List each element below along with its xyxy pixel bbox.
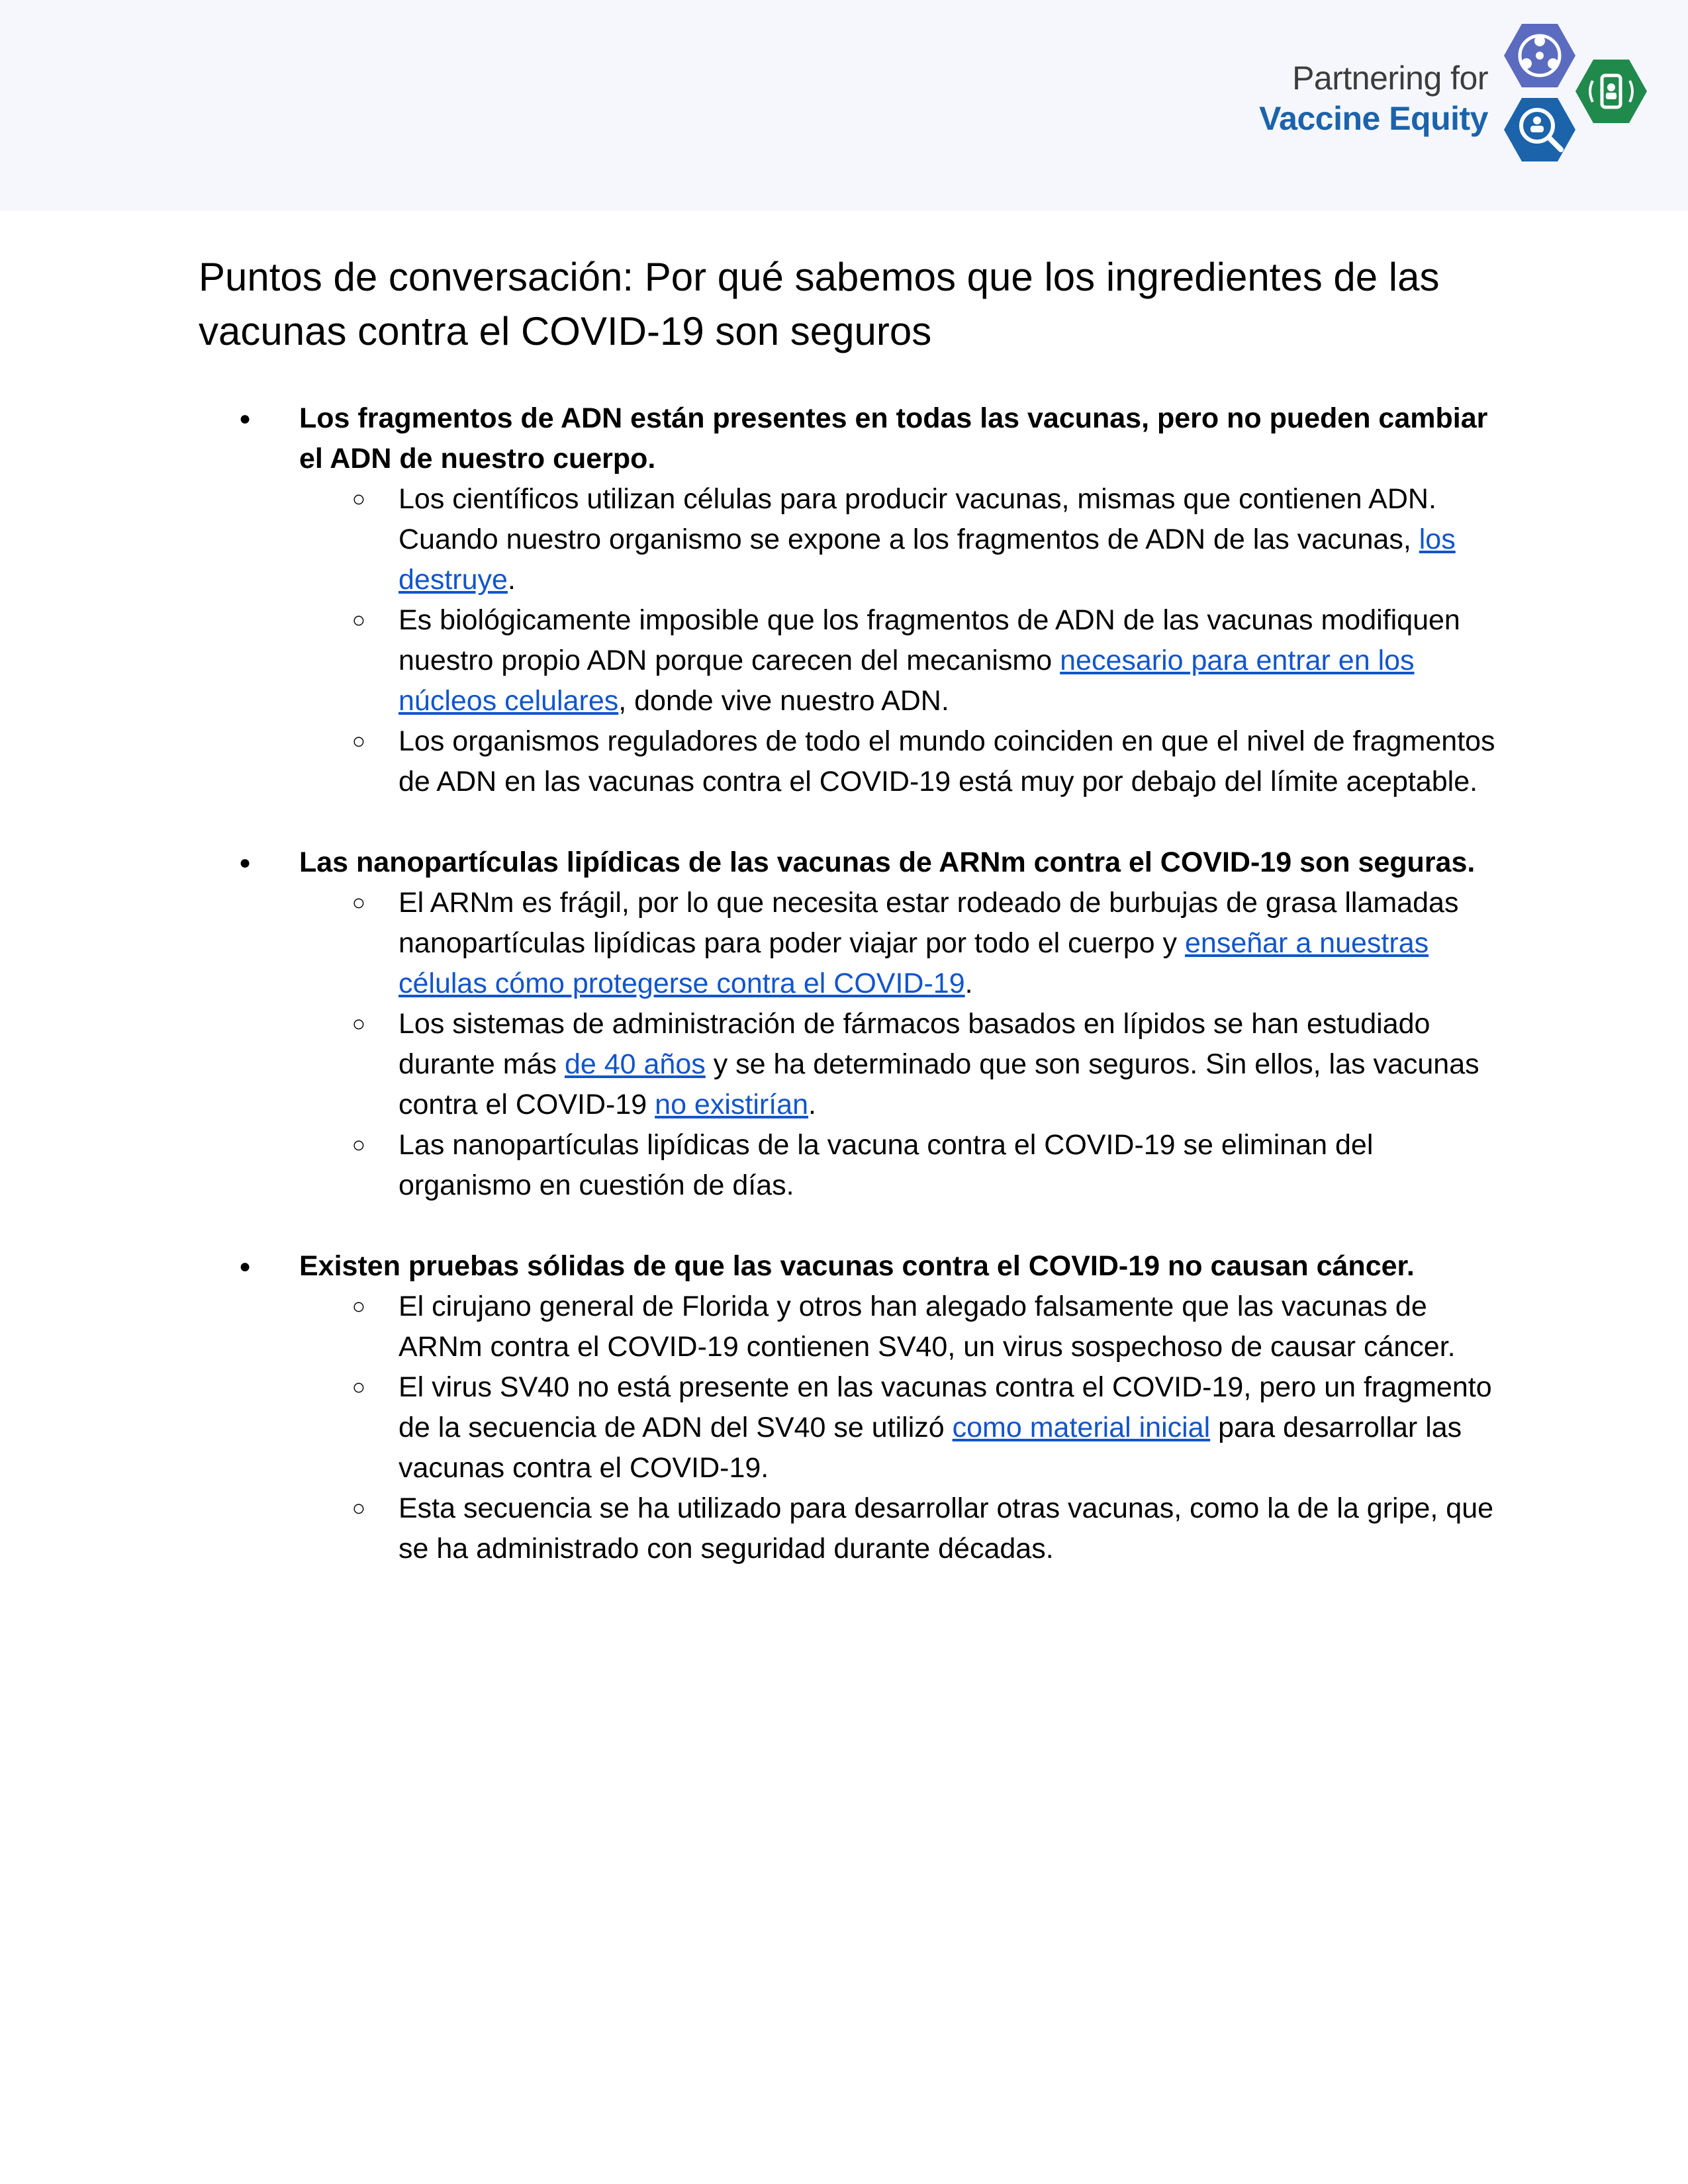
link-los-destruye[interactable]: los destruye <box>399 523 1456 596</box>
bullet-section-dna <box>199 398 1496 802</box>
bullet-heading: Las nanopartículas lipídicas de las vacunas de ARNm contra el COVID-19 son seguras. <box>299 846 1476 878</box>
item-text-after: para desarrollar las vacunas contra el COVID-19. <box>399 1412 1462 1484</box>
bullet-heading: Existen pruebas sólidas de que las vacunas contra el COVID-19 no causan cáncer. <box>299 1250 1415 1282</box>
item-text: El ARNm es frágil, por lo que necesita estar rodeado de burbujas de grasa llamadas nanopartículas lipídicas para poder viajar por todo el cuerpo y <box>399 887 1459 959</box>
item-text-after: . <box>964 968 973 999</box>
sub-bullet-marker: ○ <box>352 1496 366 1521</box>
sub-bullet-marker: ○ <box>352 1011 366 1036</box>
list-item <box>299 1367 1496 1488</box>
list-item <box>299 1287 1496 1367</box>
item-text-middle: y se ha determinado que son seguros. Sin ellos, las vacunas contra el COVID-19 <box>399 1048 1479 1120</box>
people-network-icon <box>1504 24 1575 87</box>
item-text-after: . <box>507 564 516 596</box>
list-item <box>299 883 1496 1004</box>
link-material-inicial[interactable]: como material inicial <box>952 1412 1211 1443</box>
page-title: Puntos de conversación: Por qué sabemos que los ingredientes de las vacunas contra el COVID-19 son seguros <box>199 255 1440 353</box>
logo-wordmark <box>1259 58 1488 139</box>
logo-line-2: Vaccine Equity <box>1259 100 1488 137</box>
item-text: Es biológicamente imposible que los fragmentos de ADN de las vacunas modifiquen nuestro propio ADN porque carecen del mecanismo <box>399 604 1460 676</box>
bullet-section-lipid-nanoparticles <box>199 842 1496 1206</box>
link-nucleos-celulares[interactable]: necesario para entrar en los núcleos celulares <box>399 645 1415 717</box>
bullet-marker: ● <box>238 408 252 430</box>
link-ensenar-celulas[interactable]: enseñar a nuestras células cómo protegerse contra el COVID-19 <box>399 927 1429 999</box>
logo-hexagons-icon <box>1492 20 1658 179</box>
logo-line-1: Partnering for <box>1292 60 1488 97</box>
item-text: El virus SV40 no está presente en las vacunas contra el COVID-19, pero un fragmento de la secuencia de ADN del SV40 se utilizó <box>399 1371 1492 1443</box>
sub-bullet-marker: ○ <box>352 890 366 915</box>
document-body <box>199 398 1496 1569</box>
sub-bullet-marker: ○ <box>352 608 366 633</box>
link-40-anos[interactable]: de 40 años <box>564 1048 706 1080</box>
list-item <box>299 1125 1496 1206</box>
link-no-existirian[interactable]: no existirían <box>655 1089 808 1120</box>
list-item <box>299 1488 1496 1569</box>
list-item <box>299 600 1496 721</box>
bullet-heading: Los fragmentos de ADN están presentes en todas las vacunas, pero no pueden cambiar el ADN de nuestro cuerpo. <box>299 402 1488 475</box>
list-item <box>299 479 1496 600</box>
magnifier-search-icon <box>1504 98 1575 161</box>
bullet-section-cancer <box>199 1246 1496 1569</box>
item-text-after: , donde vive nuestro ADN. <box>618 685 949 717</box>
list-item <box>299 1004 1496 1125</box>
sub-list <box>299 1287 1496 1569</box>
sub-bullet-marker: ○ <box>352 1294 366 1319</box>
list-item <box>299 721 1496 802</box>
item-text: Esta secuencia se ha utilizado para desarrollar otras vacunas, como la de la gripe, que se ha administrado con seguridad durante décadas. <box>399 1492 1494 1565</box>
bullet-marker: ● <box>238 1255 252 1277</box>
item-text: Los sistemas de administración de fármacos basados en lípidos se han estudiado durante más <box>399 1008 1430 1080</box>
item-text: Las nanopartículas lipídicas de la vacuna contra el COVID-19 se eliminan del organismo en cuestión de días. <box>399 1129 1374 1201</box>
sub-bullet-marker: ○ <box>352 1375 366 1400</box>
sub-bullet-marker: ○ <box>352 486 366 512</box>
bullet-marker: ● <box>238 852 252 874</box>
item-text: Los organismos reguladores de todo el mundo coinciden en que el nivel de fragmentos de ADN en las vacunas contra el COVID-19 está muy por debajo del límite aceptable. <box>399 725 1495 797</box>
item-text: El cirujano general de Florida y otros han alegado falsamente que las vacunas de ARNm contra el COVID-19 contienen SV40, un virus sospechoso de causar cáncer. <box>399 1291 1456 1363</box>
item-text-after: . <box>808 1089 816 1120</box>
sub-list <box>299 883 1496 1206</box>
item-text: Los científicos utilizan células para producir vacunas, mismas que contienen ADN. Cuando nuestro organismo se expone a los fragmentos de ADN de las vacunas, <box>399 483 1436 555</box>
sub-bullet-marker: ○ <box>352 729 366 754</box>
phone-signal-icon <box>1575 60 1647 123</box>
talking-points-list <box>199 398 1496 1569</box>
sub-bullet-marker: ○ <box>352 1132 366 1158</box>
sub-list <box>299 479 1496 802</box>
